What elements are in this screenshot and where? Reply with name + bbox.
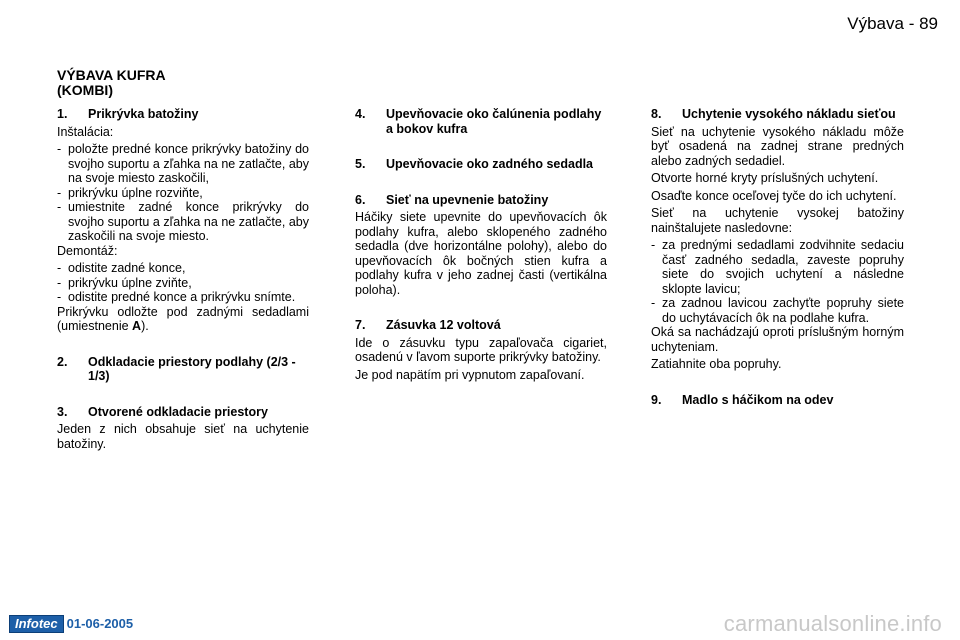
paragraph: Háčiky siete upevnite do upevňovacích ôk podlahy kufra, alebo sklopeného zadného sedadla (dve horizontálne polohy), alebo do upevňovacích ôk bočných stien kufra a podlahy kufra v jeho zadnej časti (vertikálna poloha). <box>355 210 607 297</box>
item-title: Upevňovacie oko čalúnenia podlahy a bokov kufra <box>386 107 602 136</box>
paragraph: Zatiahnite oba popruhy. <box>651 357 782 371</box>
item-title: Madlo s háčikom na odev <box>682 392 834 407</box>
column-2 <box>355 107 607 382</box>
item-heading-6 <box>355 193 607 208</box>
item-number: 9. <box>651 392 662 407</box>
item-heading-8 <box>651 107 904 122</box>
item-title: Sieť na upevnenie batožiny <box>386 192 549 207</box>
page-header: Výbava - 89 <box>847 14 938 33</box>
footer-date: 01-06-2005 <box>66 615 134 631</box>
item-number: 3. <box>57 404 68 419</box>
item-title: Uchytenie vysokého nákladu sieťou <box>682 107 896 121</box>
column-3 <box>651 107 904 407</box>
location-marker: A <box>132 319 142 333</box>
paragraph: Oká sa nachádzajú oproti príslušným horným uchyteniam. <box>651 325 904 354</box>
item-number: 5. <box>355 157 366 171</box>
list-item: - za zadnou lavicou zachyťte popruhy siete do uchytávacích ôk na podlahe kufra. <box>651 296 904 325</box>
section-title-line1: VÝBAVA KUFRA <box>57 67 166 83</box>
paragraph: Ide o zásuvku typu zapaľovača cigariet, osadenú v ľavom suporte prikrývky batožiny. <box>355 335 607 364</box>
item-title: Zásuvka 12 voltová <box>386 318 501 332</box>
remove-label: Demontáž: <box>57 243 118 258</box>
item-number: 8. <box>651 107 662 121</box>
footer <box>9 615 133 633</box>
item-heading-4 <box>355 107 607 136</box>
item-title: Odkladacie priestory podlahy (2/3 - 1/3) <box>88 354 296 383</box>
paragraph: Sieť na uchytenie vysokej batožiny nainštalujete nasledovne: <box>651 206 904 235</box>
item-title: Otvorené odkladacie priestory <box>88 404 268 419</box>
item-heading-9 <box>651 393 904 408</box>
paragraph: Osaďte konce oceľovej tyče do ich uchytení. <box>651 188 897 203</box>
paragraph: Jeden z nich obsahuje sieť na uchytenie batožiny. <box>57 422 309 451</box>
section-title <box>57 68 166 98</box>
list-item: - odistite zadné konce, <box>57 261 186 275</box>
list-item: - prikrývku úplne zviňte, <box>57 275 192 290</box>
item-title: Upevňovacie oko zadného sedadla <box>386 157 594 171</box>
item-number: 6. <box>355 192 366 207</box>
item-number: 1. <box>57 107 68 121</box>
item-heading-2 <box>57 355 309 384</box>
list-item: - odistite predné konce a prikrývku snímte. <box>57 290 296 304</box>
paragraph: Sieť na uchytenie vysokého nákladu môže byť osadená na zadnej strane predných alebo zadných sedadiel. <box>651 124 904 168</box>
list-item: - položte predné konce prikrývky batožiny do svojho suportu a zľahka na ne zatlačte, aby na svoje miesto zaskočili, <box>57 142 309 185</box>
install-label: Inštalácia: <box>57 124 114 139</box>
paragraph: Otvorte horné kryty príslušných uchytení. <box>651 171 879 185</box>
list-item: - umiestnite zadné konce prikrývky do svojho suportu a zľahka na ne zatlačte, aby zaskočili na svoje miesto. <box>57 200 309 243</box>
item-heading-1 <box>57 107 309 122</box>
list-item: - prikrývku úplne rozviňte, <box>57 185 203 200</box>
item-heading-5 <box>355 157 607 172</box>
item-heading-7 <box>355 318 607 333</box>
item-heading-3 <box>57 405 309 420</box>
list-item: - za prednými sedadlami zodvihnite sedaciu časť zadného sedadla, zaveste popruhy siete do svojich uchytení a následne sklopte lavicu; <box>651 238 904 296</box>
item-number: 7. <box>355 318 366 332</box>
section-title-line2: (KOMBI) <box>57 82 113 98</box>
column-1 <box>57 107 309 451</box>
paragraph: Je pod napätím pri vypnutom zapaľovaní. <box>355 367 585 382</box>
storage-paragraph: Prikrývku odložte pod zadnými sedadlami (umiestnenie A). <box>57 304 309 333</box>
infotec-logo: Infotec <box>9 615 64 633</box>
item-number: 2. <box>57 354 68 369</box>
item-number: 4. <box>355 107 366 121</box>
item-title: Prikrývka batožiny <box>88 107 199 121</box>
watermark: carmanualsonline.info <box>723 611 942 636</box>
